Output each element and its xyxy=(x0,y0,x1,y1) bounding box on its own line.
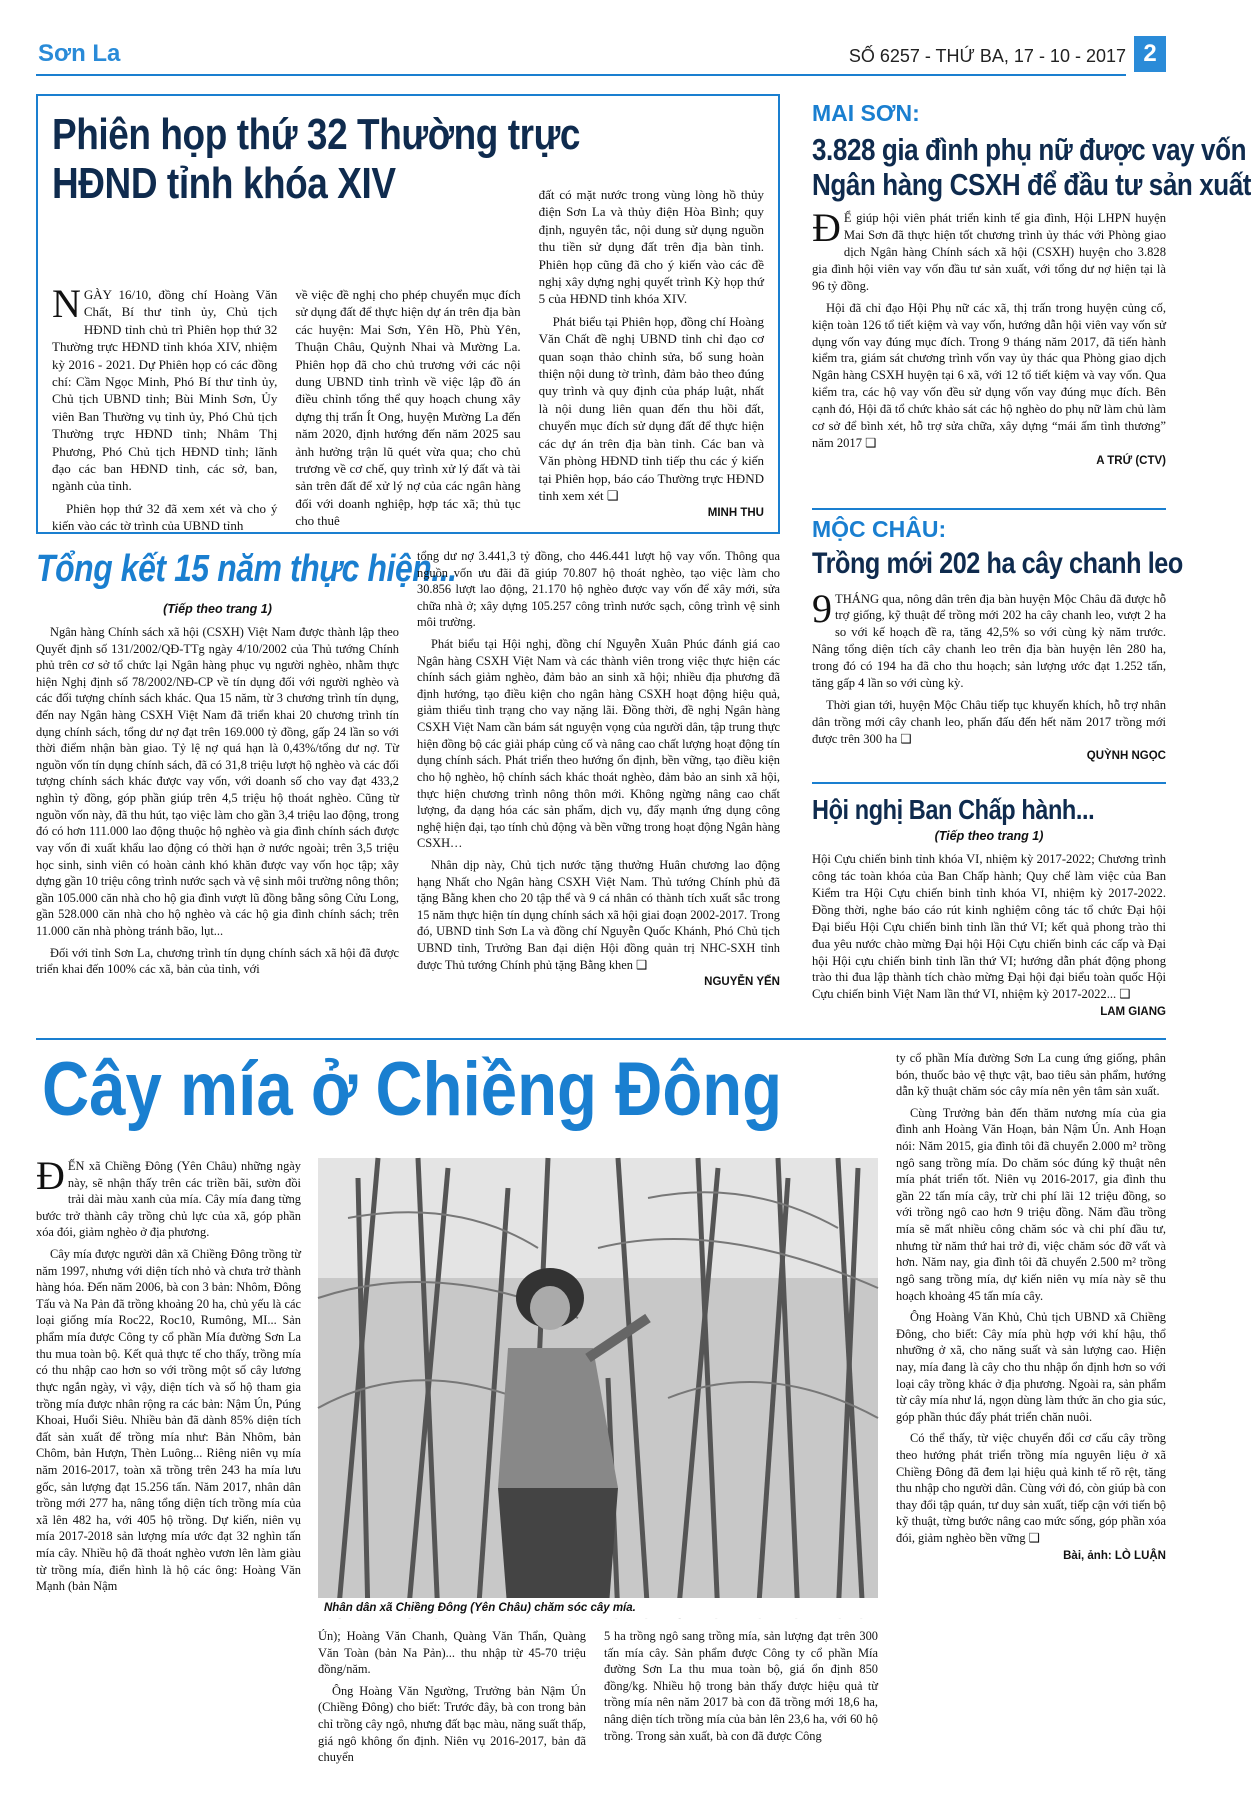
byline: LAM GIANG xyxy=(1100,1006,1166,1019)
paragraph xyxy=(812,205,1166,294)
column-1 xyxy=(36,1153,301,1778)
header-rule xyxy=(36,74,1126,76)
headline-line-2: Ngân hàng CSXH để đầu tư sản xuất xyxy=(812,166,1251,202)
paragraph: đất có mặt nước trong vùng lòng hồ thủy điện Sơn La và thủy điện Hòa Bình; quy định, nguyên tắc, nội dung sử dụng nguồn thu tiền sử dụng đất trên địa bàn tỉnh. Phiên họp cũng đã cho ý kiến vào các đề nghị xây dựng nghị quyết trình Kỳ họp thứ 5 của HĐND tỉnh khóa XIV. xyxy=(538,187,764,307)
drop-cap: N xyxy=(52,281,81,326)
paragraph: Thời gian tới, huyện Mộc Châu tiếp tục khuyến khích, hỗ trợ nhân dân trồng mới cây chanh leo, phấn đấu đến hết năm 2017 trồng mới được trên 300 ha ❑ xyxy=(812,697,1166,746)
byline: QUỲNH NGỌC xyxy=(1086,750,1166,763)
drop-cap: 9 xyxy=(812,585,832,631)
column-4 xyxy=(896,1050,1166,1778)
column-3 xyxy=(539,186,764,524)
kicker: MAI SƠN: xyxy=(812,100,920,126)
paragraph-text: ẾN xã Chiềng Đông (Yên Châu) những ngày này, sẽ nhận thấy trên các triền bãi, sườn đồi trải dài màu xanh của mía. Cây mía đang từng bước trở thành cây trồng chủ lực của xã, góp phần xóa đói, giảm nghèo ở địa phương. xyxy=(36,1159,301,1240)
section-name: Sơn La xyxy=(38,40,121,67)
section-rule xyxy=(36,1038,1166,1040)
article-columns xyxy=(52,187,764,534)
kicker: MỘC CHÂU: xyxy=(812,516,947,542)
headline: Hội nghị Ban Chấp hành... xyxy=(812,794,1095,825)
paragraph-text: THÁNG qua, nông dân trên địa bàn huyện Mộc Châu đã được hỗ trợ giống, kỹ thuật để trồng mới 202 ha cây chanh leo, vượt 2 ha so với kế hoạch đề ra, tăng 42,5% so với cùng kỳ năm trước. Nâng tổng diện tích cây chanh leo trên địa bàn huyện lên 280 ha, trong đó có 194 ha đã cho thu hoạch; sản lượng ước đạt 1.252 tấn, tăng gấp 4 lần so với cùng kỳ. xyxy=(812,591,1166,690)
paragraph: Ông Hoàng Văn Ngường, Trưởng bản Nậm Ún (Chiềng Đông) cho biết: Trước đây, bà con trong bản chỉ trồng cây ngô, nhưng đất bạc màu, năng suất thấp, giá ngô không ổn định. Niên vụ 2016-2017, bản đã chuyển xyxy=(318,1683,586,1765)
headline xyxy=(812,132,1251,202)
paragraph: Phiên họp thứ 32 đã xem xét và cho ý kiến vào các tờ trình của UBND tỉnh xyxy=(52,500,278,534)
paragraph: Cây mía được người dân xã Chiềng Đông trồng từ năm 1997, nhưng với diện tích nhỏ và chưa trở thành hàng hóa. Đến năm 2006, bà con 3 bản: Nhôm, Đông Tấu và Na Pản đã trồng khoảng 20 ha, chủ yếu là các loại giống mía Roc22, Roc10, Rumông, MI... Sản phẩm mía được Công ty cổ phần Mía đường Sơn La thu mua toàn bộ. Kết quả thực tế cho thấy, trồng mía có thu nhập cao hơn so với trồng một số cây lương thực ngắn ngày, vì vậy, diện tích và số hộ tham gia trồng mía được nhân rộng ra các bản: Nậm Ún, Púng Khoai, Huổi Siêu. Nhiều bản đã dành 85% diện tích đất sản xuất để trồng mía như: Bản Nhôm, bản Chôm, bản Hượn, Thèn Luông... Riêng niên vụ mía năm 2016-2017, toàn xã trồng trên 243 ha mía lưu gốc, sản lượng đạt 15.256 tấn. Năm 2017, nhân dân trồng mới 277 ha, nâng tổng diện tích trồng mía của xã lên 482 ha, với 405 hộ trồng. Dự kiến, niên vụ mía 2017-2018 sản lượng mía ước đạt 32 nghìn tấn mía cây. Nhiều hộ đã thoát nghèo vươn lên làm giàu từ trồng mía, điển hình là hộ các ông: Hoàng Văn Mạnh (bản Nậm xyxy=(36,1247,301,1594)
byline: Bài, ảnh: LÒ LUẬN xyxy=(1063,1549,1166,1562)
headline: Tổng kết 15 năm thực hiện... xyxy=(36,548,457,590)
paragraph: ty cổ phần Mía đường Sơn La cung ứng giống, phân bón, thuốc bảo vệ thực vật, bao tiêu sản phẩm, hướng dẫn kỹ thuật chăm sóc cây mía nên yên tâm sản xuất. xyxy=(896,1051,1166,1099)
paragraph: Có thể thấy, từ việc chuyển đổi cơ cấu cây trồng theo hướng phát triển trồng mía nguyên liệu ở xã Chiềng Đông đã đem lại hiệu quả kinh tế rõ rệt, tăng thu nhập cho người dân. Cùng với đó, còn giúp bà con thay đổi tập quán, tư duy sản xuất, tiếp cận với tiến bộ kỹ thuật, từng bước nâng cao mức sống, góp phần xóa đói, giảm nghèo bền vững ❑ xyxy=(896,1431,1167,1546)
paragraph xyxy=(52,281,278,495)
column-3 xyxy=(604,1628,878,1778)
paragraph: 5 ha trồng ngô sang trồng mía, sản lượng đạt trên 300 tấn mía cây. Sản phẩm được Công ty cổ phần Mía đường Sơn La thu mua toàn bộ, giá ổn định 850 đồng/kg. Nhiều hộ trong bản thấy được hiệu quả từ trồng mía nên năm 2017 bà con đã trồng mới 18,6 ha, nâng diện tích trồng mía của bản lên 23,6 ha, với 60 hộ trồng. Trong sản xuất, bà con đã được Công xyxy=(604,1629,878,1743)
paragraph: Nhân dịp này, Chủ tịch nước tặng thưởng Huân chương lao động hạng Nhất cho Ngân hàng CSXH Việt Nam. Thủ tướng Chính phủ đã tặng Bằng khen cho 20 tập thể và 9 cá nhân có thành tích xuất sắc trong 15 năm thực hiện tín dụng chính sách xã hội giai đoạn 2002-2017. Trong đó, UBND tỉnh Sơn La và đồng chí Nguyễn Quốc Khánh, Phó Chủ tịch UBND tỉnh, Trưởng Ban đại diện Hội đồng quản trị NHC-SXH tỉnh được Thủ tướng Chính phủ tặng Bằng khen ❑ xyxy=(417,857,780,972)
paragraph: Cùng Trưởng bản đến thăm nương mía của gia đình anh Hoàng Văn Hoạn, bản Nậm Ún. Anh Hoạn nói: Năm 2015, gia đình tôi đã chuyển 2.000 m² trồng ngô sang trồng mía. Do chăm sóc đúng kỹ thuật nên mía phát triển tốt. Niên vụ 2016-2017, gia đình thu gần 22 tấn mía cây, trừ chi phí lãi 12 triệu đồng, so với trồng ngô cao hơn 9 triệu đồng. Năm đầu trồng mía sẽ mất nhiều công chăm sóc và chi phí đầu tư, nhưng từ năm thứ hai trở đi, việc chăm sóc đỡ vất và hơn. Năm nay, gia đình tôi đã chuyển 2.500 m² trồng ngô sang trồng mía, dự kiến niên vụ mía này sẽ thu hoạch khoảng 45 tấn mía cây. xyxy=(896,1105,1166,1303)
column-2 xyxy=(295,286,521,529)
paragraph: Phát biểu tại Phiên họp, đồng chí Hoàng Văn Chất đề nghị UBND tỉnh chỉ đạo cơ quan soạn thảo chỉnh sửa, bổ sung hoàn thiện nội dung tờ trình, đảm bảo theo đúng quy trình và quy định của pháp luật, nhất là nội dung liên quan đến thu hồi đất, chuyển mục đích sử dụng đất để thực hiện các dự án trên địa bàn tỉnh. Các ban và Văn phòng HĐND tỉnh tiếp thu các ý kiến tại Phiên họp, báo cáo Thường trực HĐND tỉnh xem xét ❑ xyxy=(538,313,764,503)
paragraph: Phát biểu tại Hội nghị, đồng chí Nguyễn Xuân Phúc đánh giá cao Ngân hàng CSXH Việt Nam và các thành viên trong việc thực hiện các chính sách giảm nghèo, đảm bảo an sinh xã hội; nhiều địa phương đã định hướng, tạo điều kiện cho ngân hàng CSXH hoạt động hiệu quả, giảm thiểu tình trạng cho vay nặng lãi. Đồng thời, đề nghị Ngân hàng CSXH Việt Nam cần bám sát nguyện vọng của người dân, tập trung thực hiện đồng bộ các giải pháp củng cố và nâng cao chất lượng hoạt động tín dụng chính sách. Phát triển theo hướng ổn định, bền vững, tạo điều kiện cho hộ nghèo, hộ chính sách khác thoát nghèo, đảm bảo an sinh xã hội, thực hiện chương trình nông thôn mới. Không ngừng nâng cao chất lượng, đa dạng hóa các sản phẩm, dịch vụ, đẩy mạnh ứng dụng công nghệ hiện đại, tạo tính chủ động và bền vững trong hoạt động Ngân hàng CSXH… xyxy=(417,637,780,851)
sugarcane-photo xyxy=(318,1158,878,1618)
headline-line-1: 3.828 gia đình phụ nữ được vay vốn xyxy=(812,132,1247,167)
section-rule xyxy=(812,782,1166,784)
paragraph: Hội Cựu chiến binh tỉnh khóa VI, nhiệm kỳ 2017-2022; Chương trình công tác toàn khóa của Ban Chấp hành; Quy chế làm việc của Ban Kiểm tra Hội Cựu chiến binh tỉnh khóa VI, nhiệm kỳ 2017-2022. Đồng thời, nghe báo cáo rút kinh nghiệm công tác tổ chức Đại hội Đại biểu Hội Cựu chiến binh tỉnh lần thứ VI; kết quả phong trào thi đua yêu nước chào mừng Đại hội Hội Cựu chiến binh các cấp và Đại hội Hội cựu chiến binh tỉnh lần thứ VI; hướng dẫn phát động phong trào thi đua lập thành tích chào mừng Đại hội đại biểu toàn quốc Hội Cựu chiến binh Việt Nam lần thứ VI, nhiệm kỳ 2017-2022... ❑ xyxy=(812,852,1166,1002)
article-body xyxy=(812,205,1166,469)
paragraph-text: Ể giúp hội viên phát triển kinh tế gia đình, Hội LHPN huyện Mai Sơn đã thực hiện tốt chương trình ủy thác với Phòng giao dịch Ngân hàng Chính sách xã hội (CSXH) huyện cho 3.828 gia đình hội viên vay vốn đầu tư sản xuất, với tổng dư nợ hiện tại là 96 tỷ đồng. xyxy=(812,211,1166,293)
headline: Cây mía ở Chiềng Đông xyxy=(42,1047,783,1132)
column-1 xyxy=(52,281,278,534)
photo-caption: Nhân dân xã Chiềng Đông (Yên Châu) chăm sóc cây mía. xyxy=(318,1598,878,1618)
byline: A TRỨ (CTV) xyxy=(1096,454,1166,467)
column-2 xyxy=(318,1628,586,1778)
paragraph: Ông Hoàng Văn Khủ, Chủ tịch UBND xã Chiềng Đông, cho biết: Cây mía phù hợp với khí hậu, thổ nhưỡng ở xã, cho năng suất và sản lượng cao. Hiện nay, mía đang là cây cho thu nhập ổn định hơn so với loại cây trồng khác ở địa phương. Ngoài ra, sản phẩm từ cây mía như lá, ngọn dùng làm thức ăn cho gia súc, góp phần thúc đẩy phát triển chăn nuôi. xyxy=(896,1310,1166,1424)
column-2 xyxy=(417,548,780,1028)
continued-label: (Tiếp theo trang 1) xyxy=(934,829,1044,844)
paragraph: Ún); Hoàng Văn Chanh, Quàng Văn Thẩn, Quàng Văn Toàn (bản Na Pản)... thu nhập từ 45-70 triệu đồng/năm. xyxy=(318,1629,586,1677)
paragraph: về việc đề nghị cho phép chuyển mục đích sử dụng đất để thực hiện dự án trên địa bàn các huyện: Mai Sơn, Yên Hồ, Phù Yên, Thuận Châu, Quỳnh Nhai và Mường La. Phiên họp đã cho chủ trương với các nội dung UBND tỉnh trình về việc lập đồ án điều chỉnh tổng thể quy hoạch chung xây dựng thị trấn Ít Ong, huyện Mường La đến năm 2020, định hướng đến năm 2025 sau ảnh hưởng trận lũ quét vừa qua; cho chủ trương về cơ chế, quy trình xử lý đất và tài sản trên đất để xử lý nợ của các ngân hàng đối với doanh nghiệp, hợp tác xã; thủ tục cho thuê xyxy=(295,287,521,529)
headline-line-1: Phiên họp thứ 32 Thường trực xyxy=(52,110,581,159)
article-hoi-nghi xyxy=(812,782,1166,1028)
page-number: 2 xyxy=(1134,36,1166,72)
paragraph: Ngân hàng Chính sách xã hội (CSXH) Việt Nam được thành lập theo Quyết định số 131/2002/QĐ-TTg ngày 4/10/2002 của Thủ tướng Chính phủ trên cơ sở tổ chức lại Ngân hàng phục vụ người nghèo, nhằm thực hiện Nghị định số 78/2002/NĐ-CP về tín dụng đối với người nghèo và các đối tượng chính sách khác. Qua 15 năm, từ 3 chương trình tín dụng, đến nay Ngân hàng CSXH Việt Nam đã triển khai 20 chương trình tín dụng chính sách, tổng dư nợ đạt trên 169.000 tỷ đồng, gấp 24 lần so với thời điểm nhận bàn giao. Tỷ lệ nợ quá hạn là 0,43%/tổng dư nợ. Từ nguồn vốn tín dụng chính sách, đã có 31,8 triệu lượt hộ nghèo và các đối tượng chính sách khác được vay vốn, với doanh số cho vay đạt 433,2 nghìn tỷ đồng, góp phần giúp trên 4,5 triệu hộ thoát nghèo. Cũng từ nguồn vốn này, đã thu hút, tạo việc làm cho gần 3,4 triệu lao động, trong đó có hơn 111.000 lao động thuộc hộ nghèo và gia đình chính sách được vay vốn đi xuất khẩu lao động có thời hạn ở nước ngoài; trên 3,5 triệu học sinh, sinh viên có hoàn cảnh khó khăn được vay vốn học tập; xây dựng gần 10 triệu công trình nước sạch và vệ sinh môi trường nông thôn; gần 105.000 căn nhà cho hộ gia đình vượt lũ đồng bằng sông Cửu Long, gần 528.000 căn nhà cho hộ nghèo và các hộ gia đình chính sách; trên 11.000 căn nhà phòng tránh bão, lụt... xyxy=(36,625,399,938)
headline-line-2: HĐND tỉnh khóa XIV xyxy=(52,159,396,209)
article-mai-son xyxy=(812,100,1251,490)
article-phien-hop xyxy=(36,94,780,534)
page-header xyxy=(36,34,1166,76)
article-columns xyxy=(36,548,780,1028)
paragraph xyxy=(812,585,1166,692)
article-body xyxy=(812,585,1166,765)
paragraph-text: GÀY 16/10, đồng chí Hoàng Văn Chất, Bí thư tỉnh ủy, Chủ tịch HĐND tỉnh chủ trì Phiên họp thứ 32 Thường trực HĐND tỉnh khóa XIV, nhiệm kỳ 2016 - 2021. Dự Phiên họp có các đồng chí: Cầm Ngọc Minh, Phó Bí thư tỉnh ủy, Chủ tịch UBND tỉnh; Bùi Minh Sơn, Ủy viên Ban Thường vụ tỉnh ủy, Phó Chủ tịch Thường trực HĐND tỉnh; Nhâm Thị Phương, Phó Chủ tịch HĐND tỉnh; lãnh đạo các ban HĐND tỉnh, các sở, ban, ngành của tỉnh. xyxy=(52,287,278,494)
paragraph: tổng dư nợ 3.441,3 tỷ đồng, cho 446.441 lượt hộ vay vốn. Thông qua nguồn vốn ưu đãi đã giúp 70.807 hộ thoát nghèo, tạo việc làm cho 30.856 lượt lao động, 21.170 hộ nghèo được vay vốn để xây mới, sửa chữa nhà ở; xây dựng 105.257 công trình nước sạch, công trình vệ sinh môi trường. xyxy=(417,549,780,630)
article-moc-chau xyxy=(812,508,1183,768)
continued-label: (Tiếp theo trang 1) xyxy=(163,602,272,616)
article-tong-ket xyxy=(36,548,780,1028)
drop-cap: Đ xyxy=(812,205,841,251)
byline: NGUYỄN YẾN xyxy=(704,976,780,989)
column-1 xyxy=(36,548,399,1028)
section-rule xyxy=(812,508,1166,510)
paragraph: Đối với tỉnh Sơn La, chương trình tín dụng chính sách xã hội đã được triển khai đến 100% các xã, bản của tỉnh, với xyxy=(36,945,399,977)
issue-info: SỐ 6257 - THỨ BA, 17 - 10 - 2017 xyxy=(848,46,1126,66)
byline: MINH THU xyxy=(707,507,764,520)
article-cay-mia xyxy=(36,1038,1166,1778)
paragraph: Hội đã chỉ đạo Hội Phụ nữ các xã, thị trấn trong huyện củng cố, kiện toàn 126 tổ tiết kiệm và vay vốn, hướng dẫn hội viên vay vốn sử dụng vốn vay đúng mục đích. Trong 9 tháng năm 2017, đã tiến hành kiểm tra, giám sát chương trình vốn vay ủy thác qua Phòng giao dịch Ngân hàng CSXH huyện tại 6 xã, với 12 tổ tiết kiệm và vay vốn. Qua kiểm tra, các hộ vay vốn đều sử dụng vốn vay đúng mục đích. Bên cạnh đó, Hội đã tổ chức khảo sát các hộ nghèo do phụ nữ làm chủ làm cơ sở để bình xét, hỗ trợ sửa chữa, xây dựng “mái ấm tình thương” năm 2017 ❑ xyxy=(812,300,1166,450)
paragraph xyxy=(36,1153,301,1241)
headline: Trồng mới 202 ha cây chanh leo xyxy=(812,547,1183,580)
photo-illustration xyxy=(318,1158,878,1618)
drop-cap: Đ xyxy=(36,1153,65,1198)
